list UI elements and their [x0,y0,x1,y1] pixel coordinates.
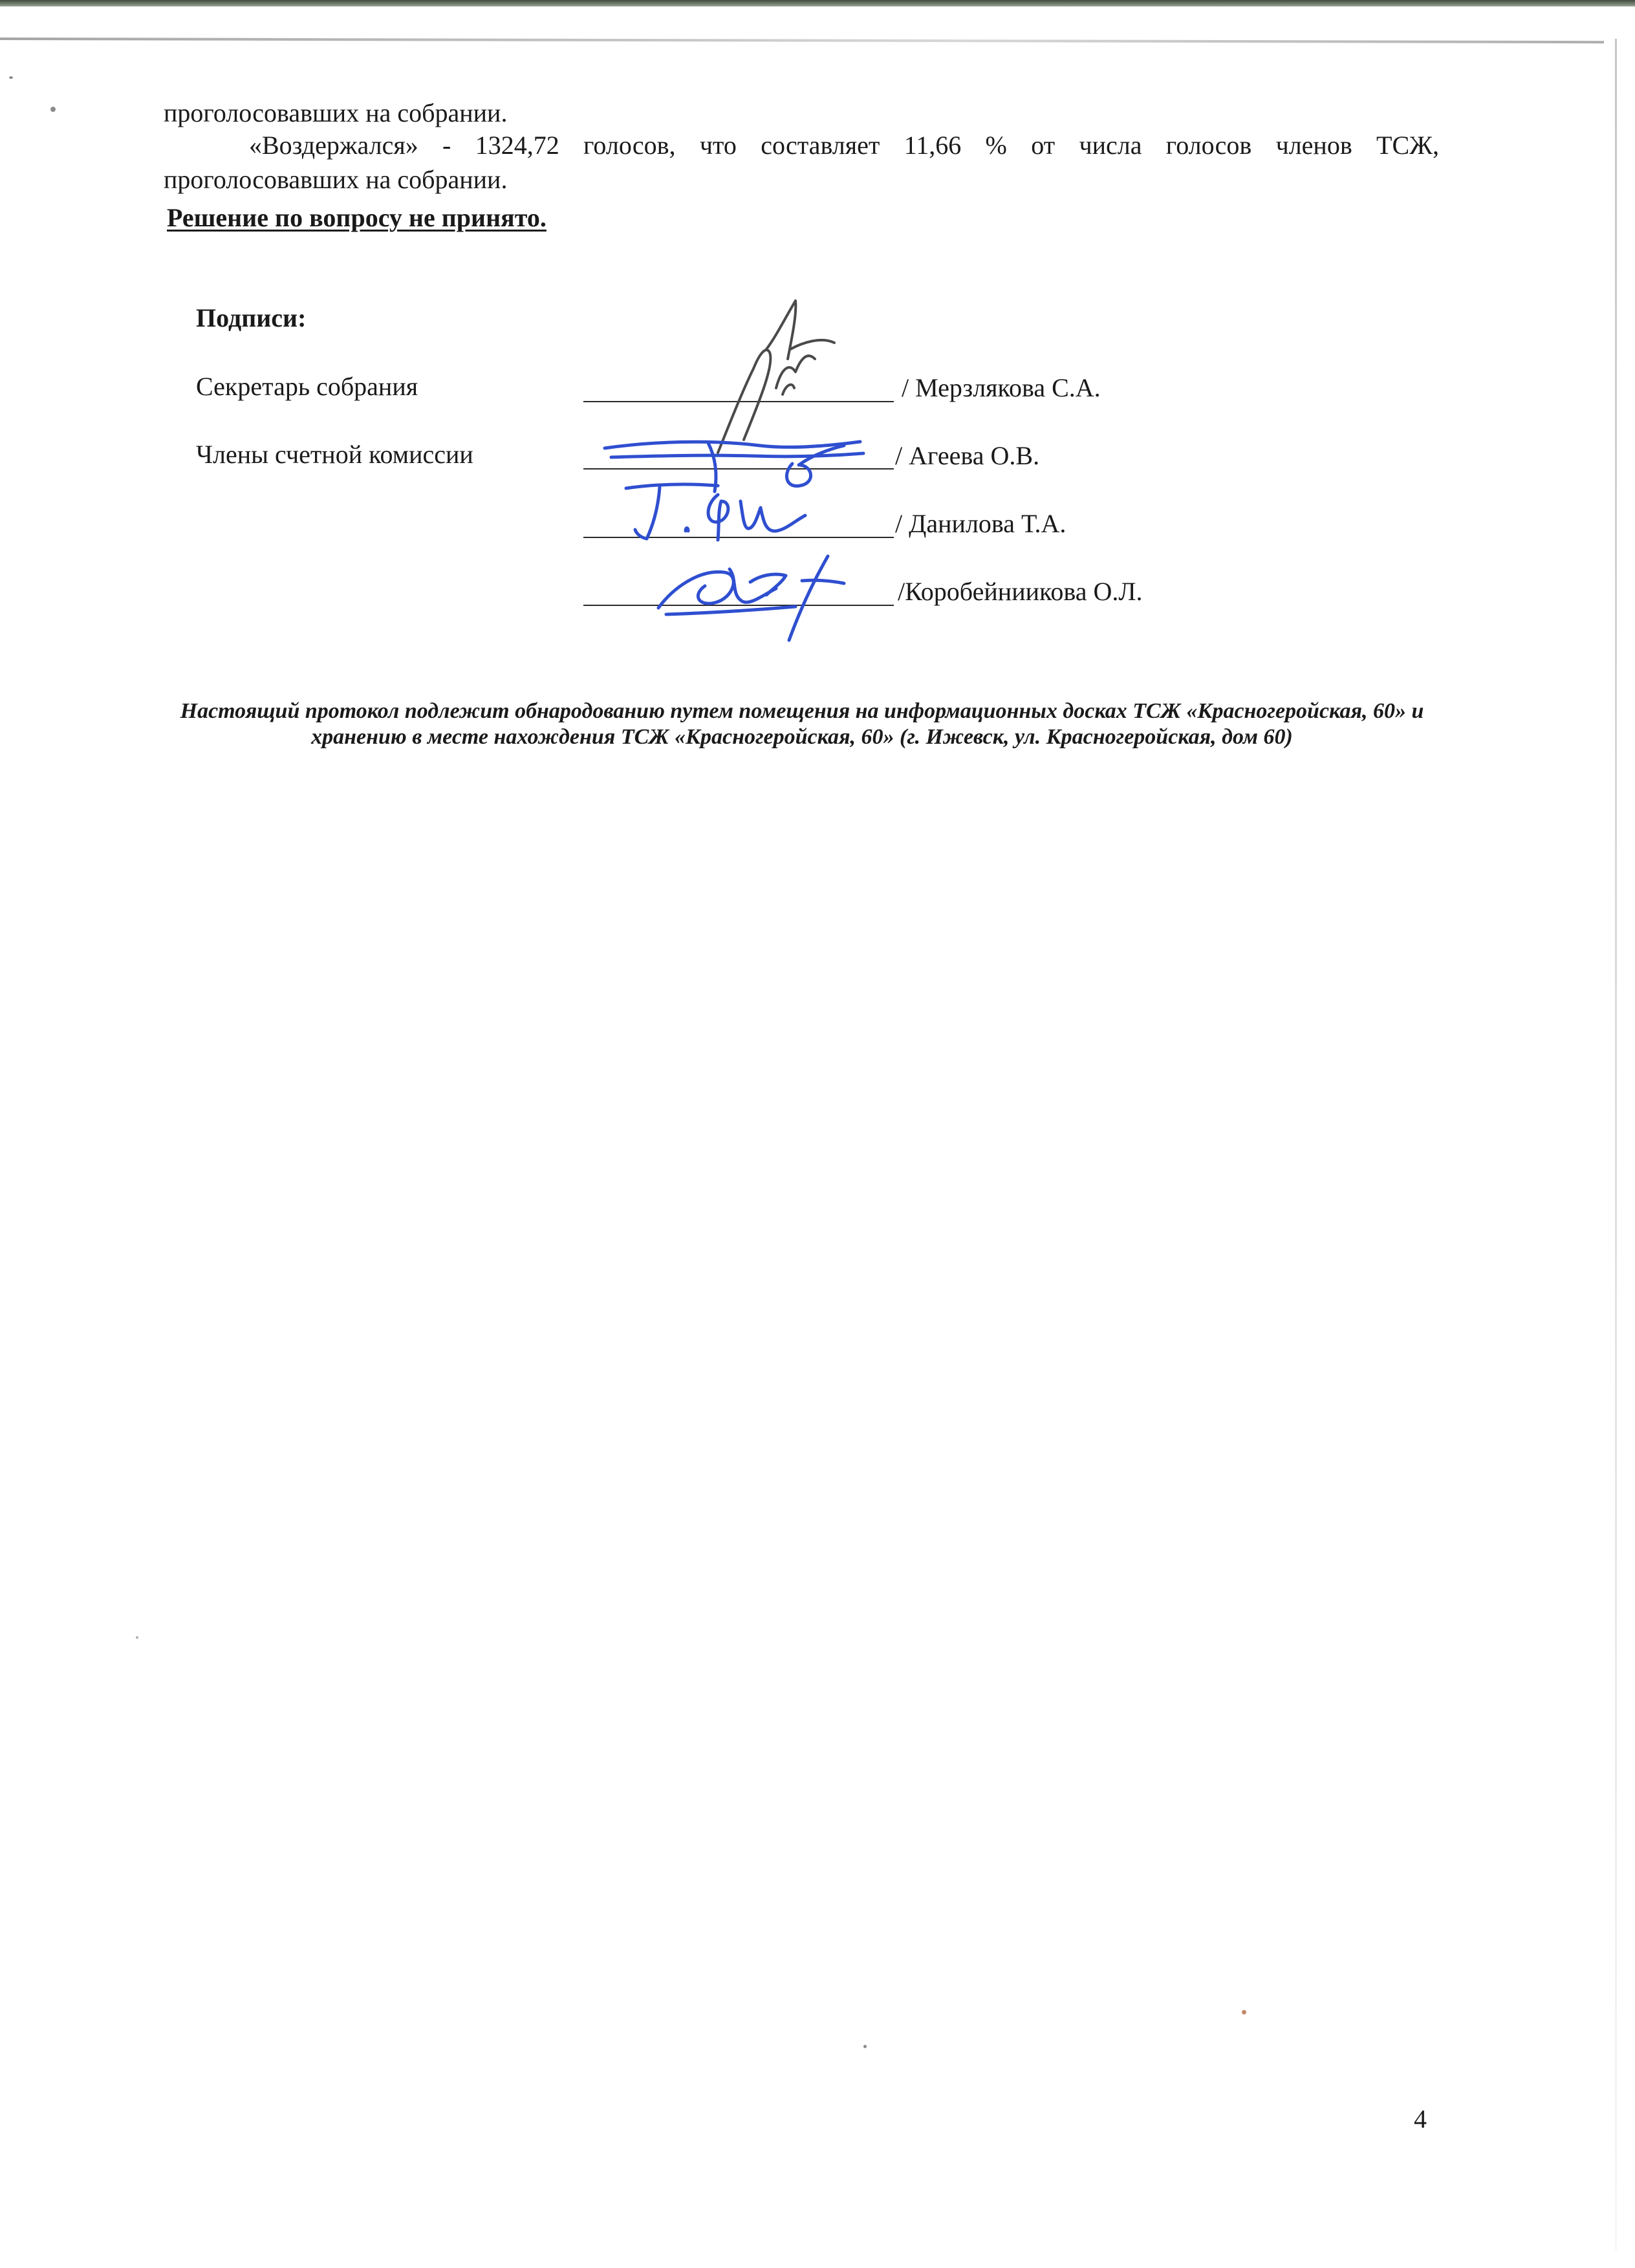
publication-note: Настоящий протокол подлежит обнародованию путем помещения на информационных досках ТСЖ «Красногеройская, 60» и хранению в месте нахождения ТСЖ «Красногеройская, 60» (г. Ижевск, ул. Красногеройская, дом 60) [180,699,1424,749]
secretary-signature-line [583,401,894,402]
abstained-vote-line: «Воздержался» - 1324,72 голосов, что составляет 11,66 % от числа голосов членов ТСЖ, [249,131,1439,160]
scan-speck [50,107,56,112]
scan-right-edge [1615,39,1617,2251]
commission-member-name: / Агеева О.В. [895,441,1040,470]
protocol-text-line: проголосовавших на собрании. [164,98,508,127]
decision-text: Решение по вопросу не принято. [167,203,547,232]
commission-signature-ageeva [598,424,870,501]
commission-signature-korobeinikova [653,543,854,647]
commission-member-name: / Данилова Т.А. [895,509,1067,538]
scan-top-band [0,0,1635,6]
commission-member-name: /Коробейниикова О.Л. [898,577,1143,606]
scan-speck [9,76,13,79]
scan-edge-line [0,38,1604,43]
signatures-heading: Подписи: [196,303,307,332]
commission-signature-line [583,605,894,606]
commission-signature-line [583,537,894,538]
commission-signature-danilova [621,475,815,546]
commission-signature-line [583,468,894,470]
secretary-name: / Мерзлякова С.А. [902,373,1101,402]
secretary-signature [705,291,860,466]
scan-speck [136,1636,138,1639]
protocol-text-line: проголосовавших на собрании. [164,165,508,194]
commission-role-label: Члены счетной комиссии [196,440,473,469]
page-number: 4 [1414,2104,1427,2133]
scan-speck [863,2045,867,2048]
secretary-role-label: Секретарь собрания [196,372,418,401]
scan-speck [1242,2010,1246,2014]
